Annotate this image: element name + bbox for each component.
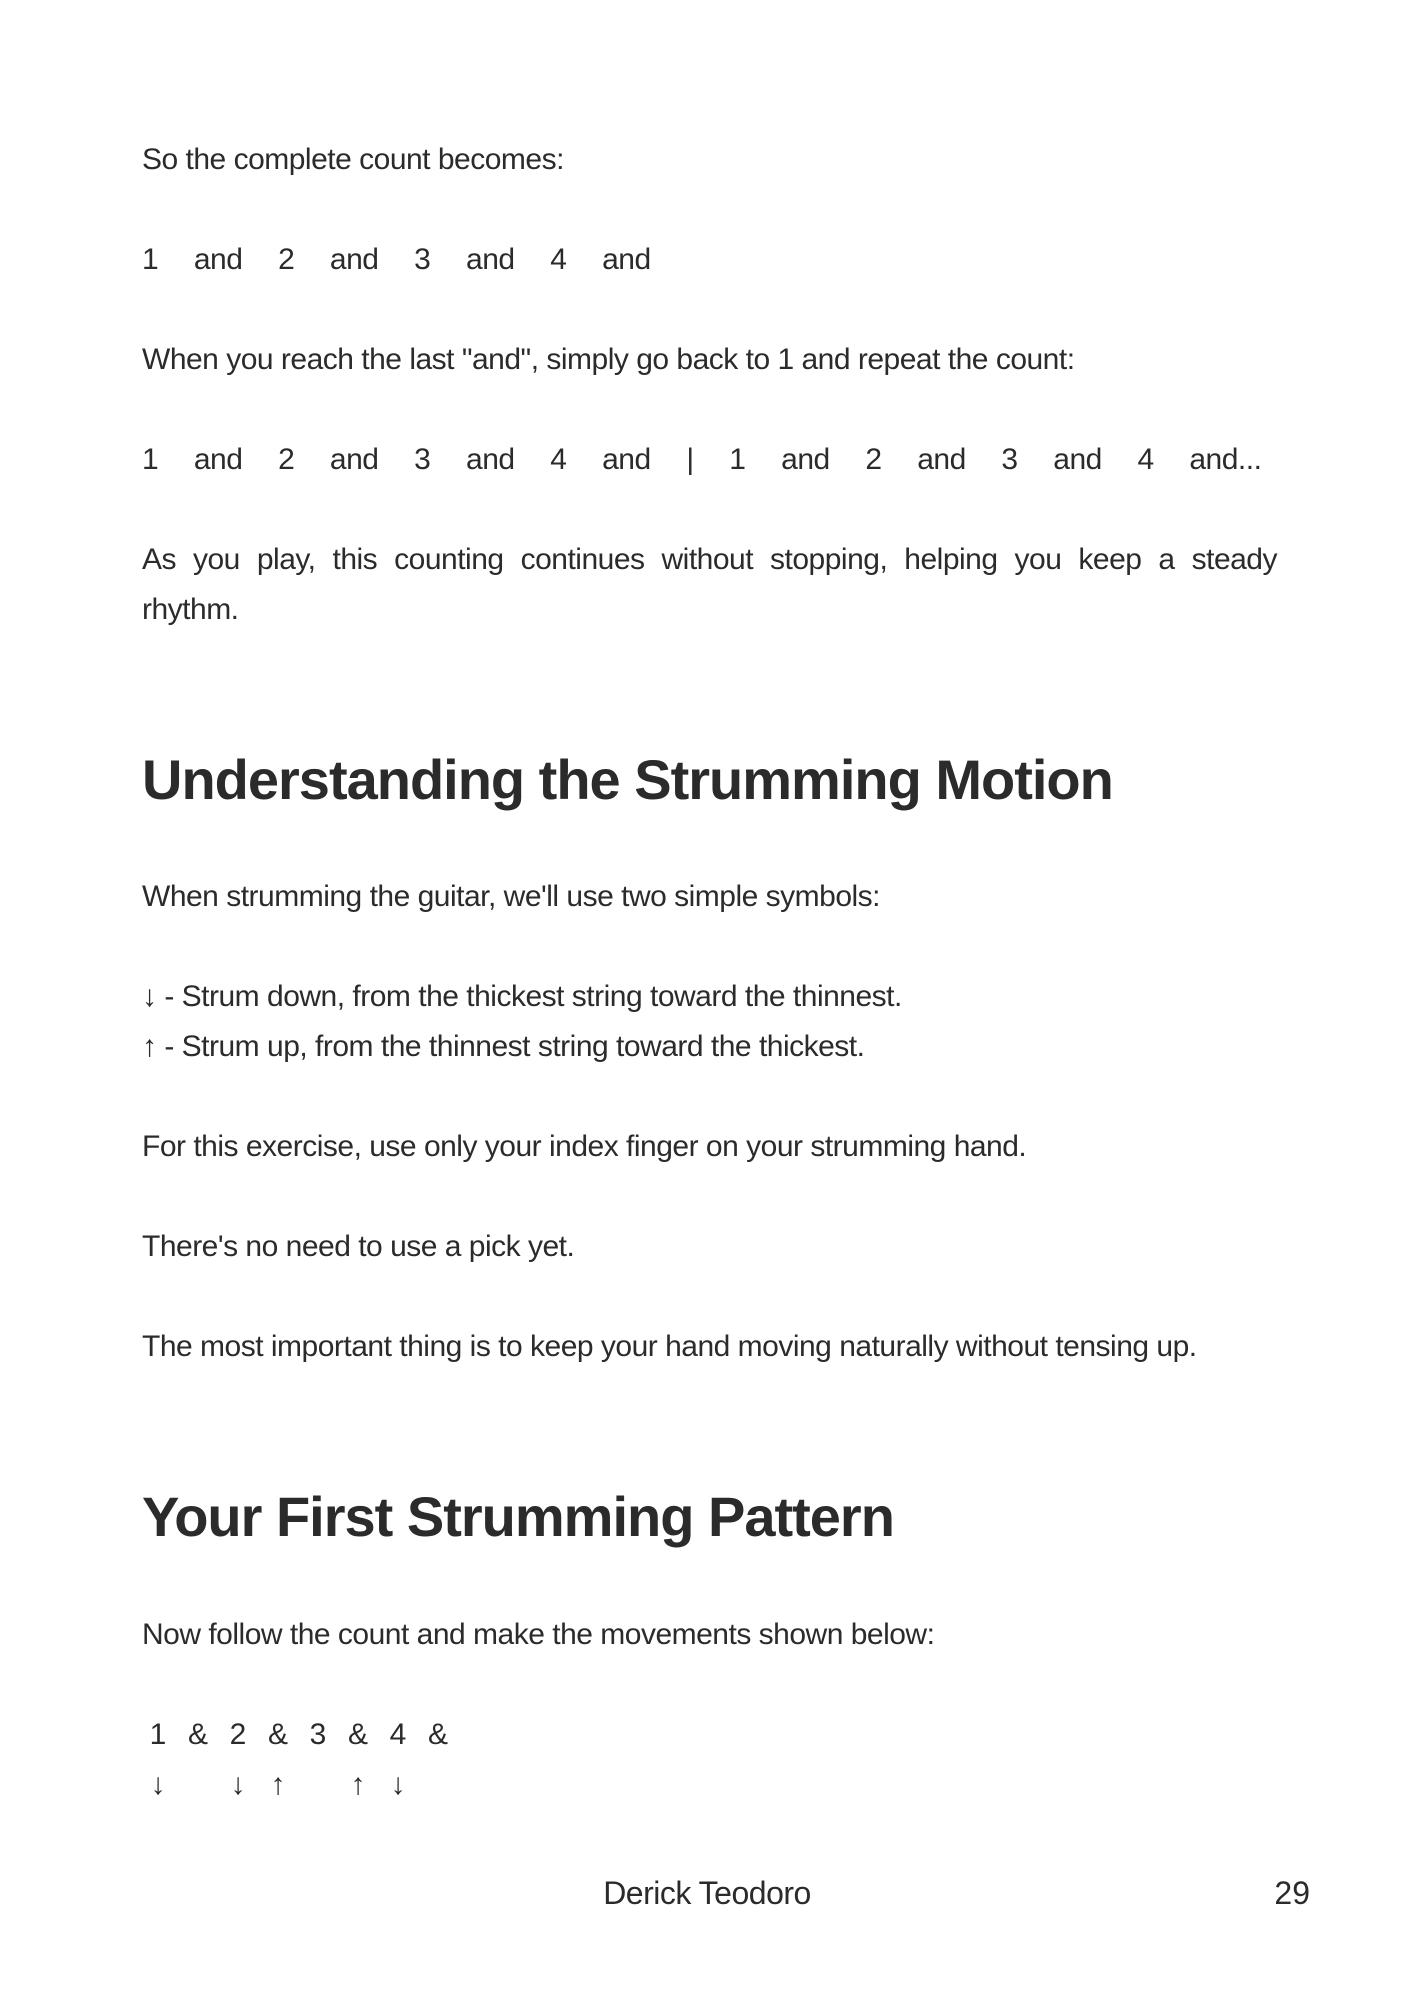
down-arrow-icon: ↓ [150,1768,166,1801]
pattern-intro-paragraph: Now follow the count and make the movements shown below: [142,1618,935,1651]
count-beat: & [267,1718,288,1751]
count-beat: 2 [229,1718,247,1751]
pattern-count-row [142,1710,642,1760]
count-beat: 4 [389,1718,407,1751]
up-arrow-icon: ↑ [270,1768,286,1801]
steady-rhythm-paragraph: As you play, this counting continues without stopping, helping you keep a steady rhythm. [142,543,1277,626]
count-intro-paragraph: So the complete count becomes: [142,143,564,176]
index-finger-paragraph: For this exercise, use only your index finger on your strumming hand. [142,1130,1027,1163]
repeat-intro-paragraph: When you reach the last "and", simply go back to 1 and repeat the count: [142,343,1075,376]
repeat-count-line: 1 and 2 and 3 and 4 and | 1 and 2 and 3 and 4 and... [142,443,1262,476]
down-arrow-icon: ↓ [230,1768,246,1801]
pattern-stroke-row [142,1760,642,1810]
pattern-section-heading: Your First Strumming Pattern [142,1485,894,1548]
up-arrow-icon: ↑ [350,1768,366,1801]
symbols-intro-paragraph: When strumming the guitar, we'll use two simple symbols: [142,880,881,913]
motion-section-heading: Understanding the Strumming Motion [142,748,1113,811]
count-beat: 3 [309,1718,327,1751]
page-number: 29 [1274,1875,1310,1911]
count-beat: 1 [149,1718,167,1751]
relaxed-hand-paragraph: The most important thing is to keep your hand moving naturally without tensing up. [142,1330,1197,1363]
no-pick-paragraph: There's no need to use a pick yet. [142,1230,575,1263]
footer-author: Derick Teodoro [603,1875,811,1911]
count-beat: & [427,1718,448,1751]
count-line: 1 and 2 and 3 and 4 and [142,243,651,276]
down-arrow-icon: ↓ [390,1768,406,1801]
count-beat: & [347,1718,368,1751]
strum-up-description: ↑ - Strum up, from the thinnest string toward the thickest. [142,1030,865,1063]
strum-down-description: ↓ - Strum down, from the thickest string toward the thinnest. [142,980,902,1013]
count-beat: & [187,1718,208,1751]
